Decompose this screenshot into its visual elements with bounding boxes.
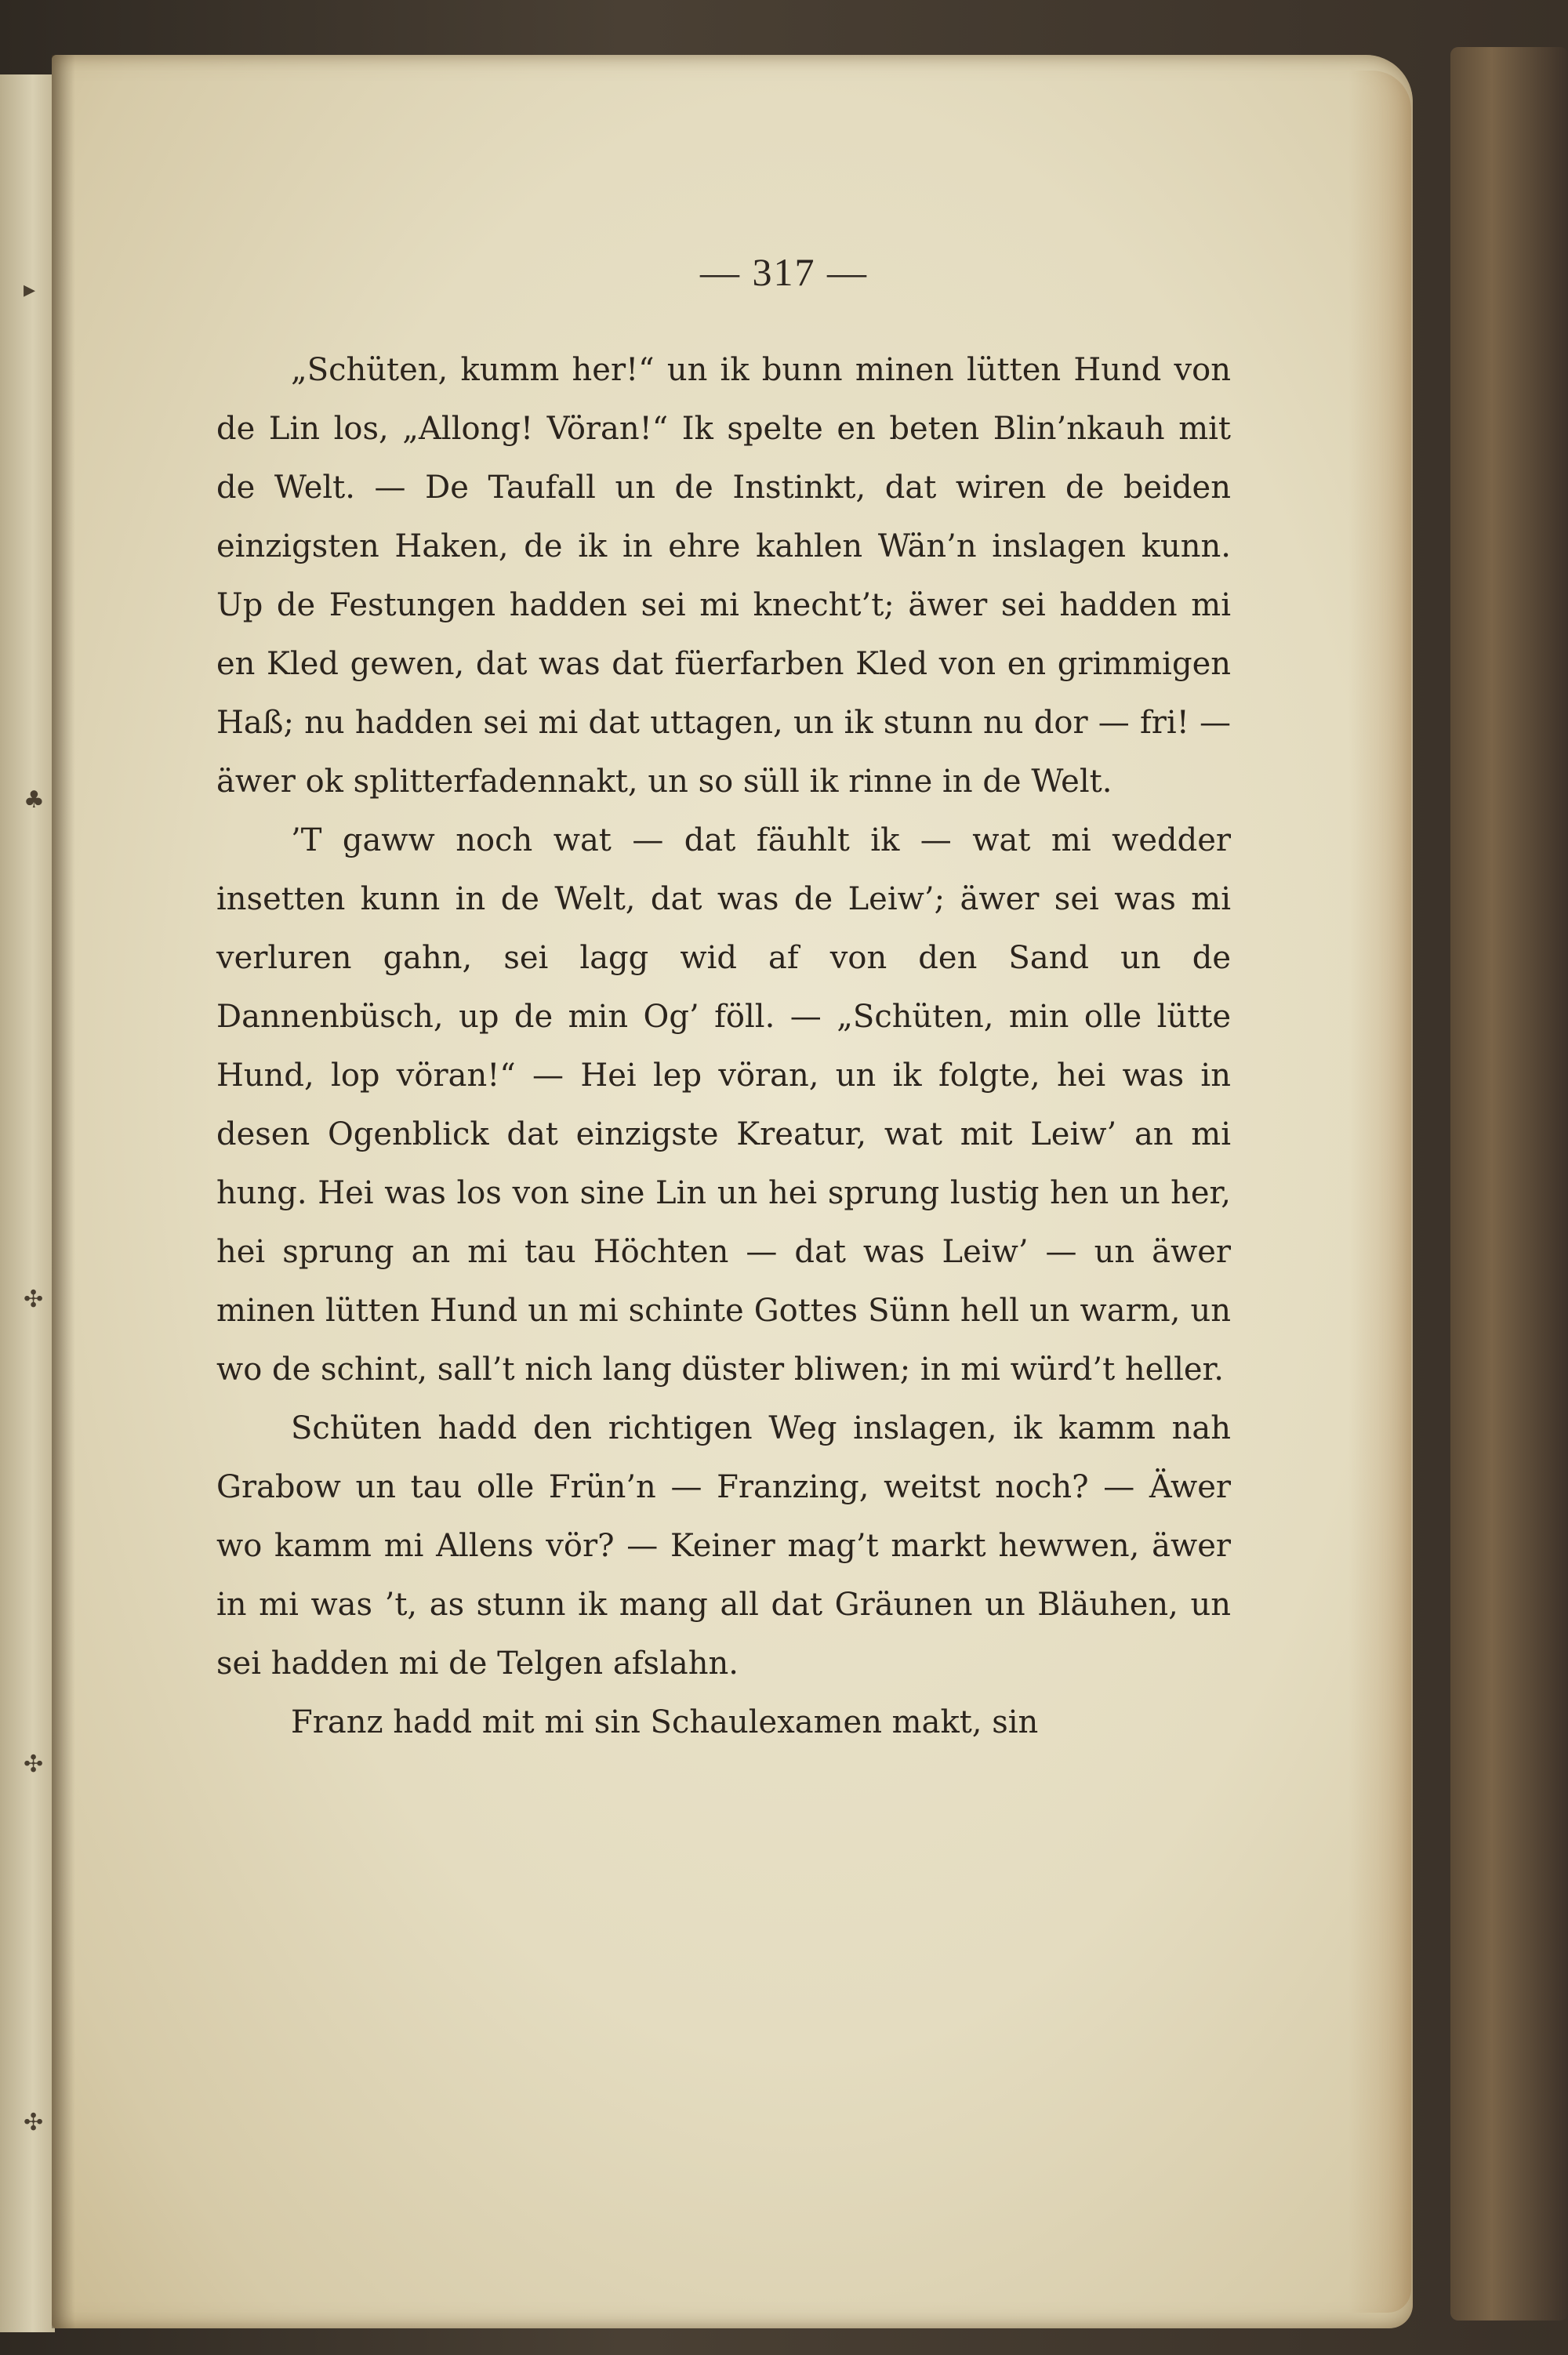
page-number: — 317 — xyxy=(700,250,868,294)
left-page-edge xyxy=(0,74,55,2332)
margin-mark: ✣ xyxy=(24,1286,44,1313)
margin-mark: ♣ xyxy=(24,786,45,814)
page-edge-stain xyxy=(1348,71,1411,2313)
page-gutter-shadow xyxy=(52,55,75,2328)
paragraph: Franz hadd mit mi sin Schaulexamen makt, sin xyxy=(291,1704,1039,1740)
margin-mark: ✣ xyxy=(24,2109,44,2136)
margin-mark: ▸ xyxy=(24,276,36,303)
paragraph: ’T gaww noch wat — dat fäuhlt ik — wat mi wedder insetten kunn in de Welt, dat was de Leiw’; äwer sei was mi verluren gahn, sei lagg wid af von den Sand un de Dannenbüsch, up de min Og’ föll. — „Schüten, min olle lütte Hund, lop vöran!“ — Hei lep vöran, un ik folgte, hei was in desen Ogenblick dat einzigste Kreatur, wat mit Leiw’ an mi hung. Hei was los von sine Lin un hei sprung lustig hen un her, hei sprung an mi tau Höchten — dat was Leiw’ — un äwer minen lütten Hund un mi schinte Gottes Sünn hell un warm, un wo de schint, sall’t nich lang düster bliwen; in mi würd’t heller. xyxy=(216,822,1231,1388)
page-text xyxy=(216,341,1231,1752)
margin-mark: ✣ xyxy=(24,1751,44,1778)
cover-edge xyxy=(1450,47,1568,2321)
paragraph: Schüten hadd den richtigen Weg inslagen, ik kamm nah Grabow un tau olle Frün’n — Franzing, weitst noch? — Äwer wo kamm mi Allens vör? — Keiner mag’t markt hewwen, äwer in mi was ’t, as stunn ik mang all dat Gräunen un Bläuhen, un sei hadden mi de Telgen afslahn. xyxy=(216,1410,1231,1682)
paragraph: „Schüten, kumm her!“ un ik bunn minen lütten Hund von de Lin los, „Allong! Vöran!“ Ik spelte en beten Blin’nkauh mit de Welt. — De Taufall un de Instinkt, dat wiren de beiden einzigsten Haken, de ik in ehre kahlen Wän’n inslagen kunn. Up de Festungen hadden sei mi knecht’t; äwer sei hadden mi en Kled gewen, dat was dat füerfarben Kled von en grimmigen Haß; nu hadden sei mi dat uttagen, un ik stunn nu dor — fri! — äwer ok splitterfadennakt, un so süll ik rinne in de Welt. xyxy=(216,352,1231,800)
